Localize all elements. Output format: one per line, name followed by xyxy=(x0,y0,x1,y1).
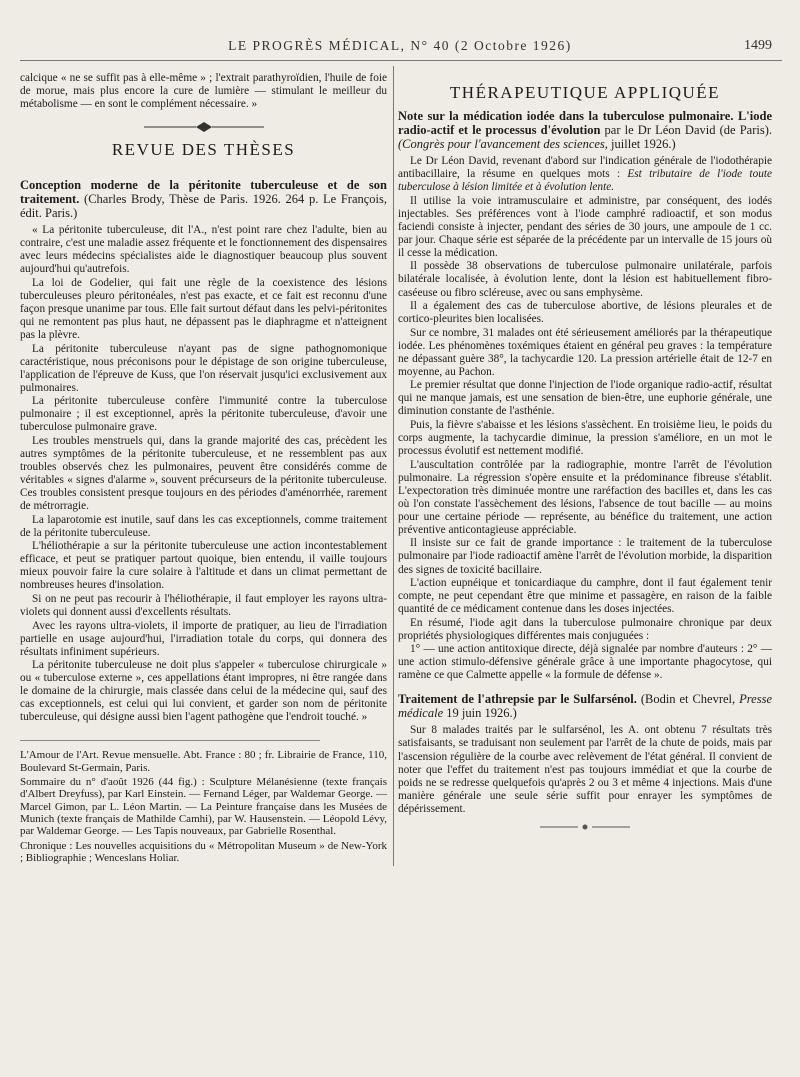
article-date: juillet 1926.) xyxy=(611,137,676,152)
paragraph: Il insiste sur ce fait de grande importance : le traitement de la tuberculose pulmonaire par l'iode radioactif amène l'arrêt de l'évolution morbide, la disparition des signes de toxicité bacillaire. xyxy=(398,537,772,576)
paragraph: Le premier résultat que donne l'injection de l'iode organique radio-actif, résultat qui ne manque jamais, est une sensation de bien-être, une euphorie générale, une diminution constante de l'asthénie. xyxy=(398,379,772,418)
ornament-divider xyxy=(20,121,387,135)
running-header xyxy=(20,38,780,60)
list-item: 1° — une action antitoxique directe, déjà signalée par nombre d'auteurs : 2° — une action stimulo-défensive générale grâce à une importante phagocytose, qui ramène ce que Calmette appelle « la formule de défense ». xyxy=(398,643,772,682)
paragraph: La péritonite tuberculeuse confère l'immunité contre la tuberculose pulmonaire ; il est exceptionnel, après la péritonite tuberculeuse, d'avoir une tuberculose pulmonaire grave. xyxy=(20,395,387,434)
paragraph: Les troubles menstruels qui, dans la grande majorité des cas, précèdent les autres symptômes de la péritonite tuberculeuse, et ne ressemblent pas aux troubles observés chez les pulmonaires, peuvent être considérés comme de véritables « signes d'alarme », souvent précurseurs de la péritonite tuberculeuse. Ces troubles consistent presque toujours en des périodes d'aménorrhée, rarement de métrorragie. xyxy=(20,434,387,513)
notice-paragraph: Chronique : Les nouvelles acquisitions du « Métropolitan Museum » de New-York ; Bibliographie ; Wenceslans Holiar. xyxy=(20,839,387,864)
paragraph: La loi de Godelier, qui fait une règle de la coexistence des lésions tuberculeuses pleuro péritonéales, n'est pas exacte, et ce fait est reconnu d'une façon presque unanime par tous. Elle fait surtout défaut dans les pelvi-péritonites qui ne remontent pas plus haut, ne dépassent pas le diaphragme et n'atteignent pas la plèvre. xyxy=(20,276,387,342)
paragraph: La péritonite tuberculeuse ne doit plus s'appeler « tuberculose chirurgicale » ou « tuberculose externe », ces appellations étant impropres, ni être rangée dans le domaine de la chirurgie, mais classée dans celui de la médecine qui, sauf des cas exceptionnels, est celui qui lui convient, et garder son nom de péritonite tuberculeuse, qui désigne aussi bien l'agent pathogène que l'endroit touché. » xyxy=(20,659,387,724)
article-heading-iode xyxy=(398,109,772,151)
article-title: Note sur la médication iodée dans la tuberculose pulmonaire. L'iode radio-actif et le processus d'évolution xyxy=(398,109,772,138)
paragraph: La laparotomie est inutile, sauf dans les cas exceptionnels, comme traitement de la péritonite tuberculeuse. xyxy=(20,513,387,539)
intro-italic: Est tributaire de l'iode toute tuberculose à lésion limitée et à évolution lente. xyxy=(398,168,773,194)
column-divider xyxy=(393,66,394,866)
section-title-therapeutique: THÉRAPEUTIQUE APPLIQUÉE xyxy=(449,83,721,102)
left-column xyxy=(20,72,387,866)
article-heading-athrepsie xyxy=(398,692,772,720)
paragraph: Il utilise la voie intramusculaire et administre, par conséquent, des iodés injectables. Ses préférences vont à l'iode camphré radioactif, et son modus faciendi consiste à injecter, pendant des séries de 30 jours, une ampoule de 1 cc. par jour. Chaque série est séparée de la précédente par un intervalle de 15 jours où il cesse la médication. xyxy=(398,194,772,259)
paragraph: Si on ne peut pas recourir à l'héliothérapie, il faut employer les rayons ultra-violets qui donnent aussi d'excellents résultats. xyxy=(20,593,387,619)
article-title: Traitement de l'athrepsie par le Sulfarsénol. xyxy=(398,692,637,707)
paragraph-intro xyxy=(398,155,772,194)
notice-block xyxy=(20,749,387,864)
paragraph: Sur 8 malades traités par le sulfarsénol, les A. ont obtenu 7 résultats très satisfaisants, se traduisant non seulement par l'arrêt de la chute de poids, mais par l'ascension régulière de la courbe avec relèvement de l'état général. Il convient de noter que l'effet du traitement n'est pas toujours immédiat et que la courbe de poids ne se redresse quelquefois qu'après 2 ou 3 et même 4 injections. Mais d'une manière générale une seule série suffit pour enrayer les symptômes de dépérissement. xyxy=(398,724,772,815)
paragraph: Il a également des cas de tuberculose abortive, de lésions pleurales et de cortico-pleurites bien localisées. xyxy=(398,300,772,326)
article-source: (Congrès pour l'avancement des sciences, xyxy=(398,137,608,152)
article-citation: (Charles Brody, Thèse de Paris. 1926. 264 p. Le François, édit. Paris.) xyxy=(20,192,388,221)
paragraph: En résumé, l'iode agit dans la tuberculose pulmonaire chronique par deux propriétés physiologiques différentes mais conjuguées : xyxy=(398,616,772,642)
article-author: par le Dr Léon David (de Paris). xyxy=(604,123,772,138)
article-date: 19 juin 1926.) xyxy=(446,706,517,721)
continuation-paragraph: calcique « ne se suffit pas à elle-même » ; l'extrait parathyroïdien, l'huile de foie de morue, mais plus encore la cure de lumière — stimulant le meilleur du métabolisme — en sont le complément nécessaire. » xyxy=(20,72,387,111)
article-authors: (Bodin et Chevrel, xyxy=(640,692,736,707)
paragraph: Sur ce nombre, 31 malades ont été sérieusement améliorés par la thérapeutique iodée. Les phénomènes toxémiques étaient en général peu graves : la température ne dépassant guère 38°, la tachycardie 120. La pression artérielle était de 12-7 en moyenne, au Pachon. xyxy=(398,326,772,378)
paragraph: Il possède 38 observations de tuberculose pulmonaire unilatérale, parfois bilatérale localisée, à évolution lente, dont la lésion est habituellement fibro-caséeuse ou fibro scléreuse, avec ou sans emphysème. xyxy=(398,260,772,299)
paragraph: L'héliothérapie a sur la péritonite tuberculeuse une action incontestablement efficace, et peut se pratiquer partout quoique, bien entendu, il vaille toujours mieux pouvoir faire la cure solaire à l'altitude et dans un climat permettant de nombreuses heures d'insolation. xyxy=(20,540,387,592)
page-number: 1499 xyxy=(744,38,772,53)
paragraph: La péritonite tuberculeuse n'ayant pas de signe pathognomonique caractéristique, nous préconisons pour le dépistage de son origine tuberculeuse, l'application de l'épreuve de Kuss, que l'on réservait jusqu'ici exclusivement aux pulmonaires. xyxy=(20,342,387,394)
article-title: Conception moderne de la péritonite tuberculeuse et de son traitement. xyxy=(20,178,387,207)
running-title: LE PROGRÈS MÉDICAL, N° 40 (2 Octobre 1926) xyxy=(228,38,572,53)
right-column xyxy=(398,78,772,836)
notice-paragraph: Sommaire du n° d'août 1926 (44 fig.) : Sculpture Mélanésienne (texte français d'Albert Dreyfuss), par Karl Einstein. — Fernand Léger, par Waldemar George. — Marcel Gimon, par L. Léon Martin. — La Peinture française dans les Musées de Munich (texte français de Mathilde Camhi), par W. Hausenstein. — Léopold Lévy, par Waldemar George. — Les Tapis nouveaux, par Gabrielle Rosenthal. xyxy=(20,776,387,838)
section-title-theses: REVUE DES THÈSES xyxy=(111,140,296,160)
notice-paragraph: L'Amour de l'Art. Revue mensuelle. Abt. France : 80 ; fr. Librairie de France, 110, Boulevard St-Germain, Paris. xyxy=(20,749,387,774)
paragraph: L'auscultation contrôlée par la radiographie, montre l'arrêt de l'évolution pulmonaire. La régression s'opère ensuite et la prédominance fibreuse s'établit. L'expectoration très diminuée montre une raréfaction des bacilles et, dans les cas où l'on constate l'assèchement des lésions, l'absence de tout bacille — au moins pour une certaine période — représente, au bénéfice du traitement, une action préventive anticontagieuse appréciable. xyxy=(398,458,772,536)
paragraph: L'action eupnéique et tonicardiaque du camphre, dont il faut également tenir compte, ne peut cependant être que minime et passagère, en raison de la faible quantité de ce médicament contenue dans les doses injectées. xyxy=(398,577,772,616)
paragraph: Puis, la fièvre s'abaisse et les lésions s'assèchent. En troisième lieu, le poids du corps augmente, la tachycardie diminue, la pression s'améliore, en un mot le processus évolutif est nettement modifié. xyxy=(398,418,772,458)
end-ornament xyxy=(398,822,772,836)
article-heading-peritonite xyxy=(20,178,387,220)
intro-text: Le Dr Léon David, revenant d'abord sur l'indication générale de l'iodothérapie antibacillaire, la résume en quelques mots : xyxy=(398,155,772,181)
notice-divider xyxy=(20,740,320,741)
paragraph: « La péritonite tuberculeuse, dit l'A., n'est point rare chez l'adulte, bien au contraire, c'est une maladie assez fréquente et le fonctionnement des dispensaires avec leurs médecins spécialistes aide le diagnostiquer beaucoup plus souvent aujourd'hui qu'autrefois. xyxy=(20,224,387,276)
article-source: Presse médicale xyxy=(398,692,772,721)
paragraph: Avec les rayons ultra-violets, il importe de pratiquer, au lieu de l'irradiation partielle en usage aujourd'hui, l'irradiation totale du corps, qui donnera des résultats infiniment supérieurs. xyxy=(20,619,387,658)
header-rule xyxy=(20,60,782,61)
